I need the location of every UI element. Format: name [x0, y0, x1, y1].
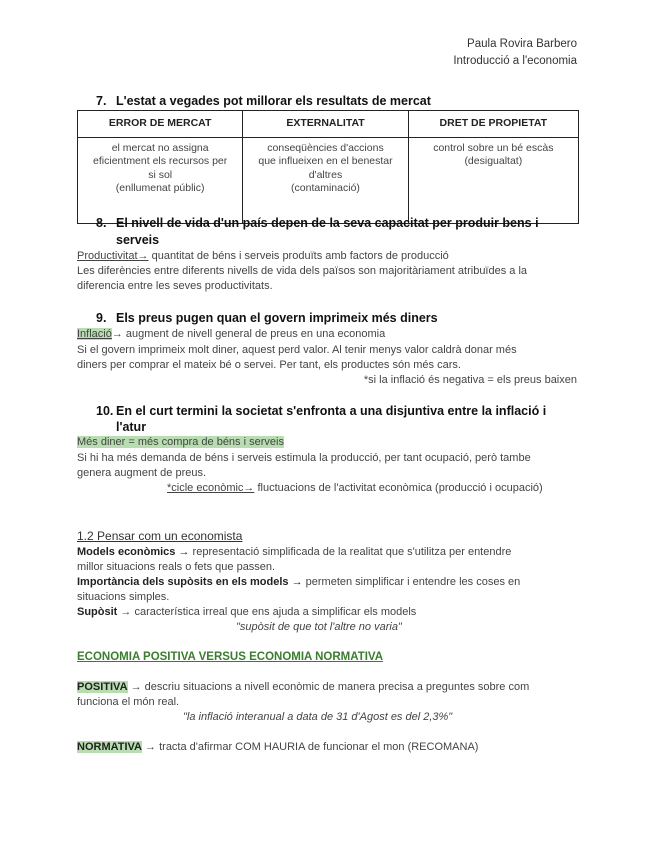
highlight-line — [77, 435, 284, 450]
heading-10-cont: l'atur — [116, 420, 147, 434]
cell-line: (contaminació) — [291, 182, 360, 194]
definition: → tracta d'afirmar COM HAURIA de funcionar el mon (RECOMANA) — [141, 741, 479, 753]
paragraph-line: Les diferències entre diferents nivells de vida dels països son majoritàriament atribuïdes a la — [77, 265, 528, 277]
header-subject: Introducció a l'economia — [453, 55, 577, 67]
paragraph-line: millor situacions reals o fets que passen. — [77, 561, 276, 573]
cell-line: (enllumenat públic) — [115, 182, 205, 194]
paragraph-line: funciona el món real. — [77, 696, 180, 708]
paragraph-line: Si hi ha més demanda de béns i serveis estimula la producció, per tant ocupació, però tambe — [77, 452, 531, 464]
paragraph-line: genera augment de preus. — [77, 467, 207, 479]
term: Models econòmics → — [77, 546, 190, 558]
heading-7 — [96, 94, 431, 108]
quote: "supòsit de que tot l'altre no varia" — [236, 621, 402, 633]
cell-line: eficientment els recursos per — [93, 155, 228, 167]
cell-line: conseqüències d'accions — [267, 141, 384, 154]
term: Importància dels supòsits en els models → — [77, 576, 303, 588]
note: *si la inflació és negativa = els preus baixen — [363, 374, 577, 386]
term: Supòsit — [77, 606, 118, 618]
term: POSITIVA — [77, 681, 128, 693]
term: NORMATIVA — [77, 741, 142, 753]
heading-number: 8. — [96, 216, 107, 230]
heading-8-cont: serveis — [116, 233, 160, 247]
definition: → augment de nivell general de preus en una economia — [111, 328, 386, 340]
definition: fluctuacions de l'activitat econòmica (producció i ocupació) — [254, 482, 543, 494]
cell-line: si sol — [148, 168, 173, 181]
normativa-line — [77, 740, 478, 755]
heading-8 — [96, 216, 539, 230]
model-line — [77, 575, 520, 590]
model-line — [77, 605, 416, 620]
heading-text: L'estat a vegades pot millorar els resultats de mercat — [116, 94, 431, 108]
definition-inflacio — [77, 327, 385, 342]
heading-text: El nivell de vida d'un país depen de la seva capacitat per produir bens i — [116, 216, 539, 230]
cell-line: control sobre un bé escàs — [433, 141, 554, 154]
cell-line: que influeixen en el benestar — [258, 155, 393, 167]
paragraph-line: Si el govern imprimeix molt diner, aquest perd valor. Al tenir menys valor caldrà donar més — [77, 344, 517, 356]
paragraph-line: situacions simples. — [77, 591, 170, 603]
section-title: 1.2 Pensar com un economista — [77, 529, 243, 543]
definition: quantitat de béns i serveis produïts amb factors de producció — [148, 250, 449, 262]
definition-cicle — [167, 481, 543, 496]
table-cell — [243, 137, 408, 223]
heading-9 — [96, 311, 438, 325]
term: Productivitat→ — [77, 250, 149, 262]
definition: → característica irreal que ens ajuda a simplificar els models — [117, 606, 417, 618]
paragraph-line: diferencia entre les seves productivitats. — [77, 280, 273, 292]
table-header: EXTERNALITAT — [243, 111, 408, 138]
positiva-line — [77, 680, 529, 695]
heading-text: Els preus pugen quan el govern imprimeix més diners — [116, 311, 438, 325]
highlight: Més diner = més compra de béns i serveis — [77, 436, 284, 448]
heading-number: 9. — [96, 311, 107, 325]
definition: permeten simplificar i entendre les coses en — [302, 576, 521, 588]
table-header: ERROR DE MERCAT — [78, 111, 243, 138]
table-header: DRET DE PROPIETAT — [408, 111, 578, 138]
table-cell — [408, 137, 578, 223]
term: Inflació — [77, 328, 112, 340]
cell-line: d'altres — [308, 168, 343, 181]
paragraph-line: diners per comprar el mateix bé o servei. Per tant, els productes són més cars. — [77, 359, 461, 371]
definition: representació simplificada de la realitat que s'utilitza per entendre — [189, 546, 512, 558]
header-author: Paula Rovira Barbero — [467, 38, 577, 50]
heading-number: 7. — [96, 94, 107, 108]
heading-10 — [96, 404, 546, 418]
table-cell — [78, 137, 243, 223]
cell-line: (desigualtat) — [464, 155, 523, 167]
cell-line: el mercat no assigna — [111, 141, 209, 154]
definition-productivitat — [77, 249, 449, 264]
econ-title: ECONOMIA POSITIVA VERSUS ECONOMIA NORMATIVA — [77, 651, 384, 663]
definition: → descriu situacions a nivell econòmic de manera precisa a preguntes sobre com — [127, 681, 530, 693]
model-line — [77, 545, 511, 560]
market-table — [77, 110, 579, 224]
heading-text: En el curt termini la societat s'enfronta a una disjuntiva entre la inflació i — [116, 404, 547, 418]
heading-number: 10. — [96, 404, 114, 418]
quote: "la inflació interanual a data de 31 d'Agost es del 2,3%" — [183, 711, 453, 723]
term: *cicle econòmic→ — [167, 482, 255, 494]
